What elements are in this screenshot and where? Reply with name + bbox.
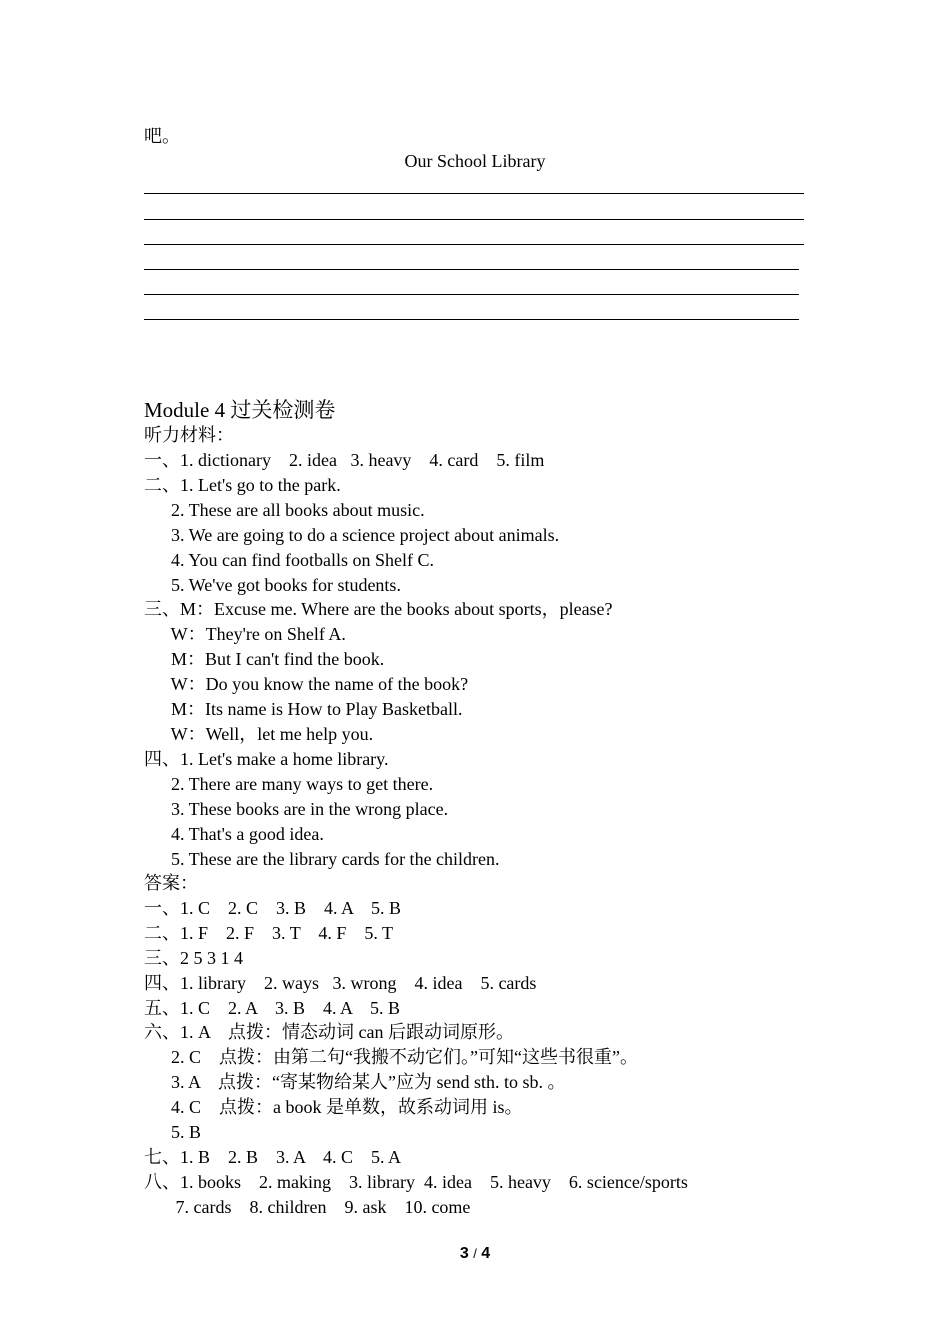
writing-line (144, 193, 804, 194)
page-number (0, 1244, 950, 1264)
listening-section-4-line: 四、1. Let's make a home library. (144, 749, 389, 769)
listening-section-3-line: W：They're on Shelf A. (144, 624, 346, 644)
listening-section-3-line: W：Well，let me help you. (144, 724, 374, 744)
answer-section-7: 七、1. B 2. B 3. A 4. C 5. A (144, 1147, 402, 1167)
writing-line (144, 319, 799, 320)
listening-section-3-line: 三、M：Excuse me. Where are the books about sports，please? (144, 599, 613, 619)
answer-section-5: 五、1. C 2. A 3. B 4. A 5. B (144, 998, 401, 1018)
answer-section-6-line: 4. C 点拨：a book 是单数，故系动词用 is。 (144, 1097, 523, 1117)
listening-section-4-line: 2. There are many ways to get there. (144, 774, 434, 794)
listening-section-2-line: 3. We are going to do a science project about animals. (144, 525, 560, 545)
writing-line (144, 269, 799, 270)
page-current: 3 (459, 1245, 469, 1262)
listening-section-4-line: 3. These books are in the wrong place. (144, 799, 449, 819)
answer-section-8-line: 7. cards 8. children 9. ask 10. come (144, 1197, 471, 1217)
answer-section-8-line: 八、1. books 2. making 3. library 4. idea 5. heavy 6. science/sports (144, 1172, 688, 1192)
listening-section-3-line: M：But I can't find the book. (144, 649, 385, 669)
answer-section-4: 四、1. library 2. ways 3. wrong 4. idea 5. cards (144, 973, 537, 993)
listening-section-4-line: 4. That's a good idea. (144, 824, 324, 844)
module-title: Module 4 过关检测卷 (144, 398, 336, 422)
answer-section-6-line: 3. A 点拨：“寄某物给某人”应为 send sth. to sb. 。 (144, 1072, 566, 1092)
page-total: 4 (481, 1245, 491, 1262)
listening-section-3-line: W：Do you know the name of the book? (144, 674, 469, 694)
listening-section-2-line: 2. These are all books about music. (144, 500, 425, 520)
listening-section-3-line: M：Its name is How to Play Basketball. (144, 699, 463, 719)
writing-line (144, 219, 804, 220)
answers-label: 答案： (144, 873, 198, 893)
listening-section-2-line: 4. You can find footballs on Shelf C. (144, 550, 434, 570)
listening-section-1: 一、1. dictionary 2. idea 3. heavy 4. card 5. film (144, 450, 545, 470)
intro-tail: 吧。 (144, 126, 180, 146)
page-separator: / (473, 1246, 477, 1261)
answer-section-3: 三、2 5 3 1 4 (144, 948, 243, 968)
answer-section-6-line: 六、1. A 点拨：情态动词 can 后跟动词原形。 (144, 1022, 514, 1042)
writing-line (144, 294, 799, 295)
listening-section-2-line: 5. We've got books for students. (144, 575, 401, 595)
writing-heading: Our School Library (404, 151, 546, 171)
listening-label: 听力材料： (144, 425, 234, 445)
listening-section-2-line: 二、1. Let's go to the park. (144, 475, 341, 495)
answer-section-6-line: 2. C 点拨：由第二句“我搬不动它们。”可知“这些书很重”。 (144, 1047, 638, 1067)
writing-line (144, 244, 804, 245)
answer-section-6-line: 5. B (144, 1122, 202, 1142)
answer-section-2: 二、1. F 2. F 3. T 4. F 5. T (144, 923, 394, 943)
answer-section-1: 一、1. C 2. C 3. B 4. A 5. B (144, 898, 402, 918)
listening-section-4-line: 5. These are the library cards for the children. (144, 849, 500, 869)
